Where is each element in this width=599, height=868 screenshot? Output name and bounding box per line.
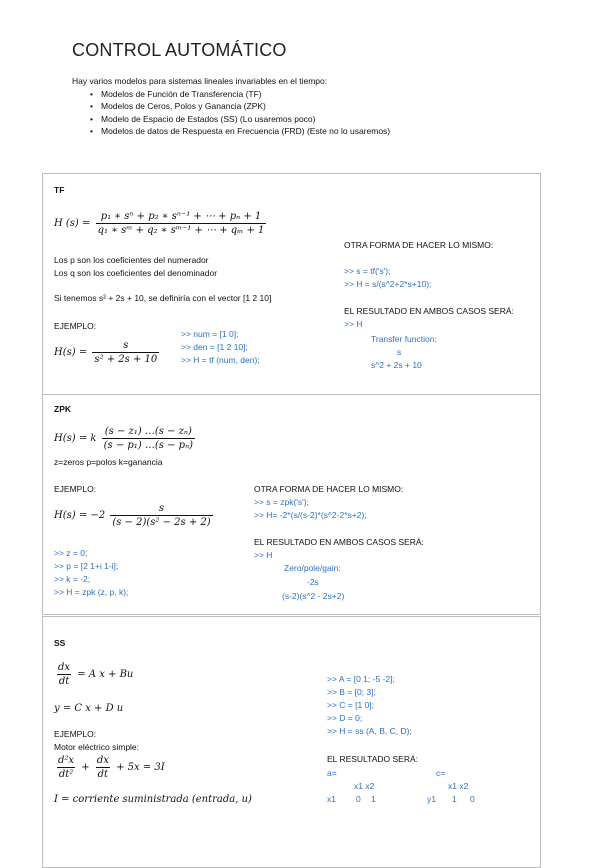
ss-eq3-denominator2: dt [97,769,109,780]
tf-eq-lhs: H (s) = [54,218,91,229]
ss-eq3-numerator2: dx [96,755,109,766]
zpk-header: ZPK [54,404,71,414]
tf-vector-note: Si tenemos s² + 2s + 10, se definiría con el vector [1 2 10] [54,293,272,303]
tf-equation [54,210,268,237]
matrix-a-label: a= [327,768,337,778]
code-line: >> D = 0; [327,713,363,723]
ss-motor-equation [54,754,165,781]
list-item: • Modelos de datos de Respuesta en Frecuencia (FRD) (Este no lo usaremos) [90,125,390,137]
code-line: >> k = -2; [54,574,91,584]
result-line: Transfer function: [371,334,437,344]
zpk-other-label: OTRA FORMA DE HACER LO MISMO: [254,484,404,494]
code-line: >> B = [0; 3]; [327,687,376,697]
zpk-equation [54,425,197,452]
code-line: >> z = 0; [54,548,88,558]
zpk-ejemplo-label: EJEMPLO: [54,484,97,494]
result-line: s^2 + 2s + 10 [371,360,422,370]
page-title: CONTROL AUTOMÁTICO [72,40,287,60]
ss-header: SS [54,638,66,648]
ss-motor-label: Motor eléctrico simple: [54,742,140,752]
code-line: >> p = [2 1+i 1-i]; [54,561,119,571]
tf-header: TF [54,185,65,195]
code-line: >> H = zpk (z, p, k); [54,587,129,597]
tf-result-label: EL RESULTADO EN AMBOS CASOS SERÁ: [344,306,514,316]
result-line: (s-2)(s^2 - 2s+2) [282,591,345,601]
ss-eq3-numerator1: d²x [58,755,75,766]
intro-text: Hay varios modelos para sistemas lineales invariables en el tiempo: [72,76,328,86]
code-line: >> s = zpk('s'); [254,497,309,507]
model-list [90,88,390,137]
code-line: >> s = tf('s'); [344,266,391,276]
code-line: >> H= -2*(s/(s-2)*(s^2-2*s+2); [254,510,367,520]
tf-result-prompt: >> H [344,319,363,329]
ss-eq1-rhs: = A x + Bu [77,669,134,680]
matrix-a-cell: 1 [371,794,376,804]
matrix-c-header: x1 x2 [448,781,469,791]
ss-ejemplo-label: EJEMPLO: [54,729,97,739]
tf-example-equation [54,339,161,366]
result-line: -2s [307,577,319,587]
tf-note-q: Los q son los coeficientes del denominador [54,268,218,278]
zpk-eq-lhs: H(s) = k [54,433,97,444]
code-line: >> H = tf (num, den); [181,355,260,365]
ss-eq1-numerator: dx [58,662,71,673]
zpk-example-equation [54,502,215,529]
matrix-c-cell: 0 [470,794,475,804]
tf-section [42,173,541,396]
list-item: • Modelo de Espacio de Estados (SS) (Lo usaremos poco) [90,113,390,125]
ss-output-equation: y = C x + D u [54,703,124,714]
matrix-a-header: x1 x2 [354,781,375,791]
zpk-example-numerator: s [158,503,165,514]
tf-other-label: OTRA FORMA DE HACER LO MISMO: [344,240,494,250]
matrix-c-label: c= [436,768,446,778]
zpk-eq-numerator: (s − z₁) …(s − zₙ) [104,426,192,437]
code-line: >> C = [1 0]; [327,700,375,710]
tf-eq-denominator: q₁ ∗ sᵐ + q₂ ∗ sᵐ⁻¹ + ⋯ + qₘ + 1 [97,225,265,236]
ss-eq1-denominator: dt [58,676,70,687]
matrix-a-row-label: x1 [327,794,336,804]
zpk-result-prompt: >> H [254,550,273,560]
code-line: >> A = [0 1; -5 -2]; [327,674,395,684]
code-line: >> H = ss (A, B, C, D); [327,726,412,736]
zpk-section [42,394,541,615]
list-item: • Modelos de Función de Transferencia (TF) [90,88,390,100]
tf-example-numerator: s [123,340,129,351]
matrix-a-cell: 0 [356,794,361,804]
zpk-eq-denominator: (s − p₁) …(s − pₙ) [103,440,194,451]
result-line: s [397,347,402,357]
zpk-result-label: EL RESULTADO EN AMBOS CASOS SERÁ: [254,537,424,547]
tf-note-p: Los p son los coeficientes del numerador [54,255,209,265]
matrix-c-row-label: y1 [427,794,436,804]
ss-result-label: EL RESULTADO SERÁ: [327,754,419,764]
code-line: >> H = s/(s^2+2*s+10); [344,279,432,289]
list-item: • Modelos de Ceros, Polos y Ganancia (ZPK) [90,100,390,112]
code-line: >> den = [1 2 10]; [181,342,248,352]
code-line: >> num = [1 0]; [181,329,239,339]
zpk-example-denominator: (s − 2)(s² − 2s + 2) [112,517,211,528]
ss-eq3-denominator1: dt² [58,769,74,780]
tf-example-denominator: s² + 2s + 10 [94,354,158,365]
tf-ejemplo-label: EJEMPLO: [54,321,97,331]
zpk-legend: z=zeros p=polos k=ganancia [54,457,163,467]
ss-eq3-plus: + [81,762,90,773]
zpk-example-lhs: H(s) = −2 [54,510,106,521]
ss-section [42,616,541,868]
ss-current-equation: I = corriente suministrada (entrada, u) [54,794,252,805]
ss-eq3-rest: + 5x = 3I [116,762,165,773]
ss-state-equation [54,661,133,688]
tf-eq-numerator: p₁ ∗ sⁿ + p₂ ∗ sⁿ⁻¹ + ⋯ + pₙ + 1 [100,211,262,222]
matrix-c-cell: 1 [452,794,457,804]
tf-example-lhs: H(s) = [54,347,88,358]
result-line: Zero/pole/gain: [284,563,341,573]
